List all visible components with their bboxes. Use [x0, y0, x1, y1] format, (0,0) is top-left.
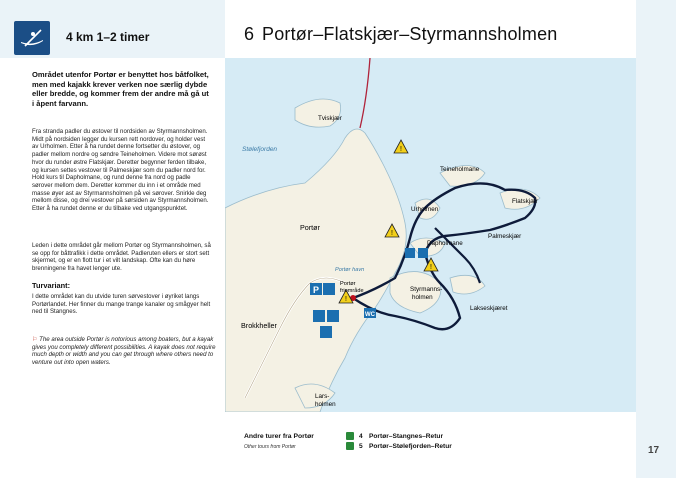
label-styrmannsholmen-2: holmen: [412, 294, 433, 301]
label-brokkheller: Brokkheller: [241, 321, 277, 330]
svg-text:!: !: [400, 146, 402, 153]
camping-icon: [327, 310, 339, 322]
label-urholmen: Urholmen: [411, 206, 439, 213]
turvariant-heading: Turvariant:: [32, 281, 71, 290]
other-tour-item[interactable]: 5 Portør–Stølefjorden–Retur: [346, 441, 452, 451]
label-larsholmen-2: holmen: [315, 401, 336, 408]
uk-flag-icon: ⚐: [32, 336, 38, 343]
svg-text:!: !: [345, 296, 347, 303]
route-map[interactable]: [225, 58, 636, 412]
dapholmane-facility-icon: [405, 248, 415, 258]
picnic-icon: [313, 310, 325, 322]
label-portor-friomrade-2: friområde: [340, 288, 364, 294]
label-portor-friomrade-1: Portør: [340, 281, 356, 287]
label-portor-havn: Portør havn: [335, 267, 365, 273]
lakseskjaeret-island: [450, 275, 485, 294]
label-flatskjaer: Flatskjær: [512, 198, 538, 205]
body-paragraph-2: Leden i dette området går mellom Portør og Styrmannsholmen, så se opp for båttrafikk i dette området. Padleruten ellers er stort sett skjermet, og er en flott tur i et vilt landskap. Ofte kan du høre brenningene fra havet lenger ute.: [32, 242, 211, 273]
label-styrmannsholmen-1: Styrmanns-: [410, 286, 443, 293]
distance-duration: 4 km 1–2 timer: [66, 30, 150, 44]
trail-line: [360, 58, 370, 128]
portor-land: [225, 129, 406, 412]
label-dapholmane: Dapholmane: [427, 240, 463, 247]
label-teineholmane: Teineholmane: [440, 166, 480, 173]
label-larsholmen-1: Lars-: [315, 393, 330, 400]
body-paragraph-1: Fra stranda padler du østover til nordsiden av Styrmannsholmen. Midt på nordsiden legger du kursen rett nordover, og holder vest av Urholmen. Etter å ha rundet denne fortsetter du østover, og padler mellom nordre og søndre Teineholmen. Videre mot sørøst hvor du runder østre Flatskjær. Deretter begynner ferden tilbake, og kursen settes vestover til Palmeskjær som du padler nord for. Hold kurs til Dapholmane, og rund denne fra nord og padle sørover mellom dem. Deretter kommer du inn i et område med masse øyer ast av Styrmannsholmen på vei sørover. Snirkle deg mellom disse, og drei vestover på sørsiden av Styrmannsholmen. Etter å ha rundet denne er du tilbake ved utgangspunktet.: [32, 128, 209, 213]
map-svg: [225, 58, 636, 412]
other-tours-subheading: Other tours from Portør: [244, 444, 296, 450]
page-title: Portør–Flatskjær–Styrmannsholmen: [262, 24, 558, 44]
svg-text:!: !: [430, 264, 432, 271]
label-portor: Portør: [300, 223, 320, 232]
other-tour-item[interactable]: 4 Portør–Stangnes–Retur: [346, 431, 452, 441]
kayak-route-inner[interactable]: [435, 228, 480, 283]
hazard-icon: [394, 140, 408, 153]
info-icon: [323, 283, 335, 295]
svg-text:!: !: [391, 230, 393, 237]
dapholmane-facility-icon: [418, 248, 428, 258]
route-number: 6: [244, 24, 255, 44]
tviskjaer-island: [295, 99, 341, 127]
other-tours-list: [346, 431, 452, 451]
english-text: ⚐ The area outside Portør is notorious among boaters, but a kayak gives you completely different possibilities. A kayak does not require much depth or width and you can get through where others need to venture out into open waters.: [32, 336, 216, 367]
page-number: 17: [648, 445, 660, 456]
parking-label: P: [312, 285, 320, 295]
label-stolefjorden: Stølefjorden: [242, 146, 278, 153]
label-palmeskjaer: Palmeskjær: [488, 233, 522, 240]
kayak-icon: [346, 442, 354, 450]
kayak-icon: [14, 21, 50, 55]
wc-label: WC: [365, 312, 375, 318]
label-tviskjaer: Tviskjær: [318, 115, 342, 122]
other-tours-heading: Andre turer fra Portør: [244, 433, 314, 440]
kayak-icon: [346, 432, 354, 440]
page-edge-strip: [636, 0, 676, 478]
turvariant-text: I dette området kan du utvide turen sørvestover i øyriket langs Portørlandet. Her finner du mange trange kanaler og smågyer helt ned til Stangnes.: [32, 293, 211, 316]
tent-icon: [320, 326, 332, 338]
intro-paragraph: Området utenfor Portør er benyttet hos båtfolket, men med kajakk krever verken noe særlig dybde eller bredde, og kommer frem der andre må gå ut i åpent farvann.: [32, 70, 209, 108]
label-lakseskjaeret: Lakseskjæret: [470, 305, 508, 312]
